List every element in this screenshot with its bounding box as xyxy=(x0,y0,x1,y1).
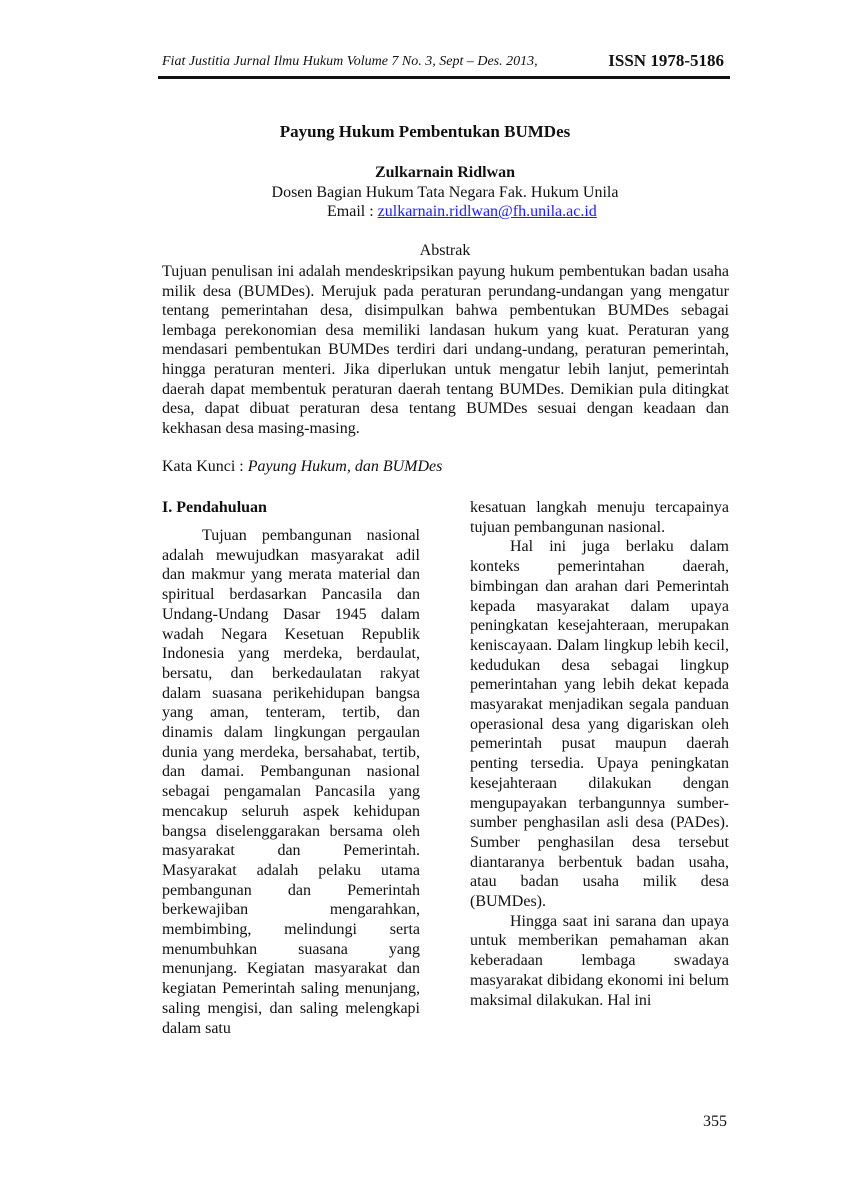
author-email-line xyxy=(327,203,597,221)
issn-label: ISSN 1978-5186 xyxy=(608,51,724,70)
author-affiliation: Dosen Bagian Hukum Tata Negara Fak. Hukum Unila xyxy=(271,184,619,201)
keywords-value: Payung Hukum, dan BUMDes xyxy=(247,458,443,475)
author-name: Zulkarnain Ridlwan xyxy=(374,164,516,181)
body-paragraph: Hal ini juga berlaku dalam konteks pemerintahan daerah, bimbingan dan arahan dari Pemerintah kepada masyarakat dalam upaya peningkatan kesejahteraan, merupakan keniscayaan. Dalam lingkup lebih kecil, kedudukan desa sebagai lingkup pemerintahan yang lebih dekat kepada masyarakat menjadikan segala panduan operasional desa yang digariskan oleh pemerintah pusat maupun daerah penting tersedia. Upaya peningkatan kesejahteraan dilakukan dengan mengupayakan terbangunnya sumber-sumber penghasilan asli desa (PADes). Sumber penghasilan desa tersebut diantaranya berbentuk badan usaha, atau badan usaha milik desa (BUMDes). xyxy=(470,538,729,911)
left-column xyxy=(162,498,420,1038)
abstract-heading: Abstrak xyxy=(419,242,471,259)
journal-citation: Fiat Justitia Jurnal Ilmu Hukum Volume 7 No. 3, Sept – Des. 2013, xyxy=(162,54,538,69)
email-label: Email : xyxy=(327,203,378,220)
paper-title: Payung Hukum Pembentukan BUMDes xyxy=(279,122,571,141)
right-column xyxy=(470,498,729,1010)
body-paragraph: Tujuan pembangunan nasional adalah mewujudkan masyarakat adil dan makmur yang merata material dan spiritual berdasarkan Pancasila dan Undang-Undang Dasar 1945 dalam wadah Negara Kesetuan Republik Indonesia yang merdeka, berdaulat, bersatu, dan berkedaulatan rakyat dalam suasana perikehidupan bangsa yang aman, tenteram, tertib, dan dinamis dalam lingkungan pergaulan dunia yang merdeka, bersahabat, tertib, dan damai. Pembangunan nasional sebagai pengamalan Pancasila yang mencakup seluruh aspek kehidupan bangsa diselenggarakan bersama oleh masyarakat dan Pemerintah. Masyarakat adalah pelaku utama pembangunan dan Pemerintah berkewajiban mengarahkan, membimbing, melindungi serta menumbuhkan suasana yang menunjang. Kegiatan masyarakat dan kegiatan Pemerintah saling menunjang, saling mengisi, dan saling melengkapi dalam satu xyxy=(162,527,420,1037)
page-number: 355 xyxy=(703,1113,727,1130)
section-heading: I. Pendahuluan xyxy=(162,499,267,516)
keywords-label: Kata Kunci : xyxy=(162,458,248,475)
body-paragraph: kesatuan langkah menuju tercapainya tujuan pembangunan nasional. xyxy=(470,499,729,536)
abstract-text: Tujuan penulisan ini adalah mendeskripsikan payung hukum pembentukan badan usaha milik desa (BUMDes). Merujuk pada peraturan perundang-undangan yang mengatur tentang pemerintahan desa, disimpulkan bahwa pembentukan BUMDes sebagai lembaga perekonomian desa memiliki landasan hukum yang kuat. Peraturan yang mendasari pembentukan BUMDes terdiri dari undang-undang, peraturan pemerintah, hingga peraturan menteri. Jika diperlukan untuk mengatur lebih lanjut, pemerintah daerah dapat membentuk peraturan daerah tentang BUMDes. Demikian pula ditingkat desa, dapat dibuat peraturan desa tentang BUMDes sesuai dengan keadaan dan kekhasan desa masing-masing. xyxy=(162,263,729,437)
body-paragraph: Hingga saat ini sarana dan upaya untuk memberikan pemahaman akan keberadaan lembaga swadaya masyarakat dibidang ekonomi ini belum maksimal dilakukan. Hal ini xyxy=(470,912,729,1009)
running-header xyxy=(158,50,730,79)
keywords-line xyxy=(162,458,442,476)
email-link[interactable]: zulkarnain.ridlwan@fh.unila.ac.id xyxy=(377,203,597,220)
